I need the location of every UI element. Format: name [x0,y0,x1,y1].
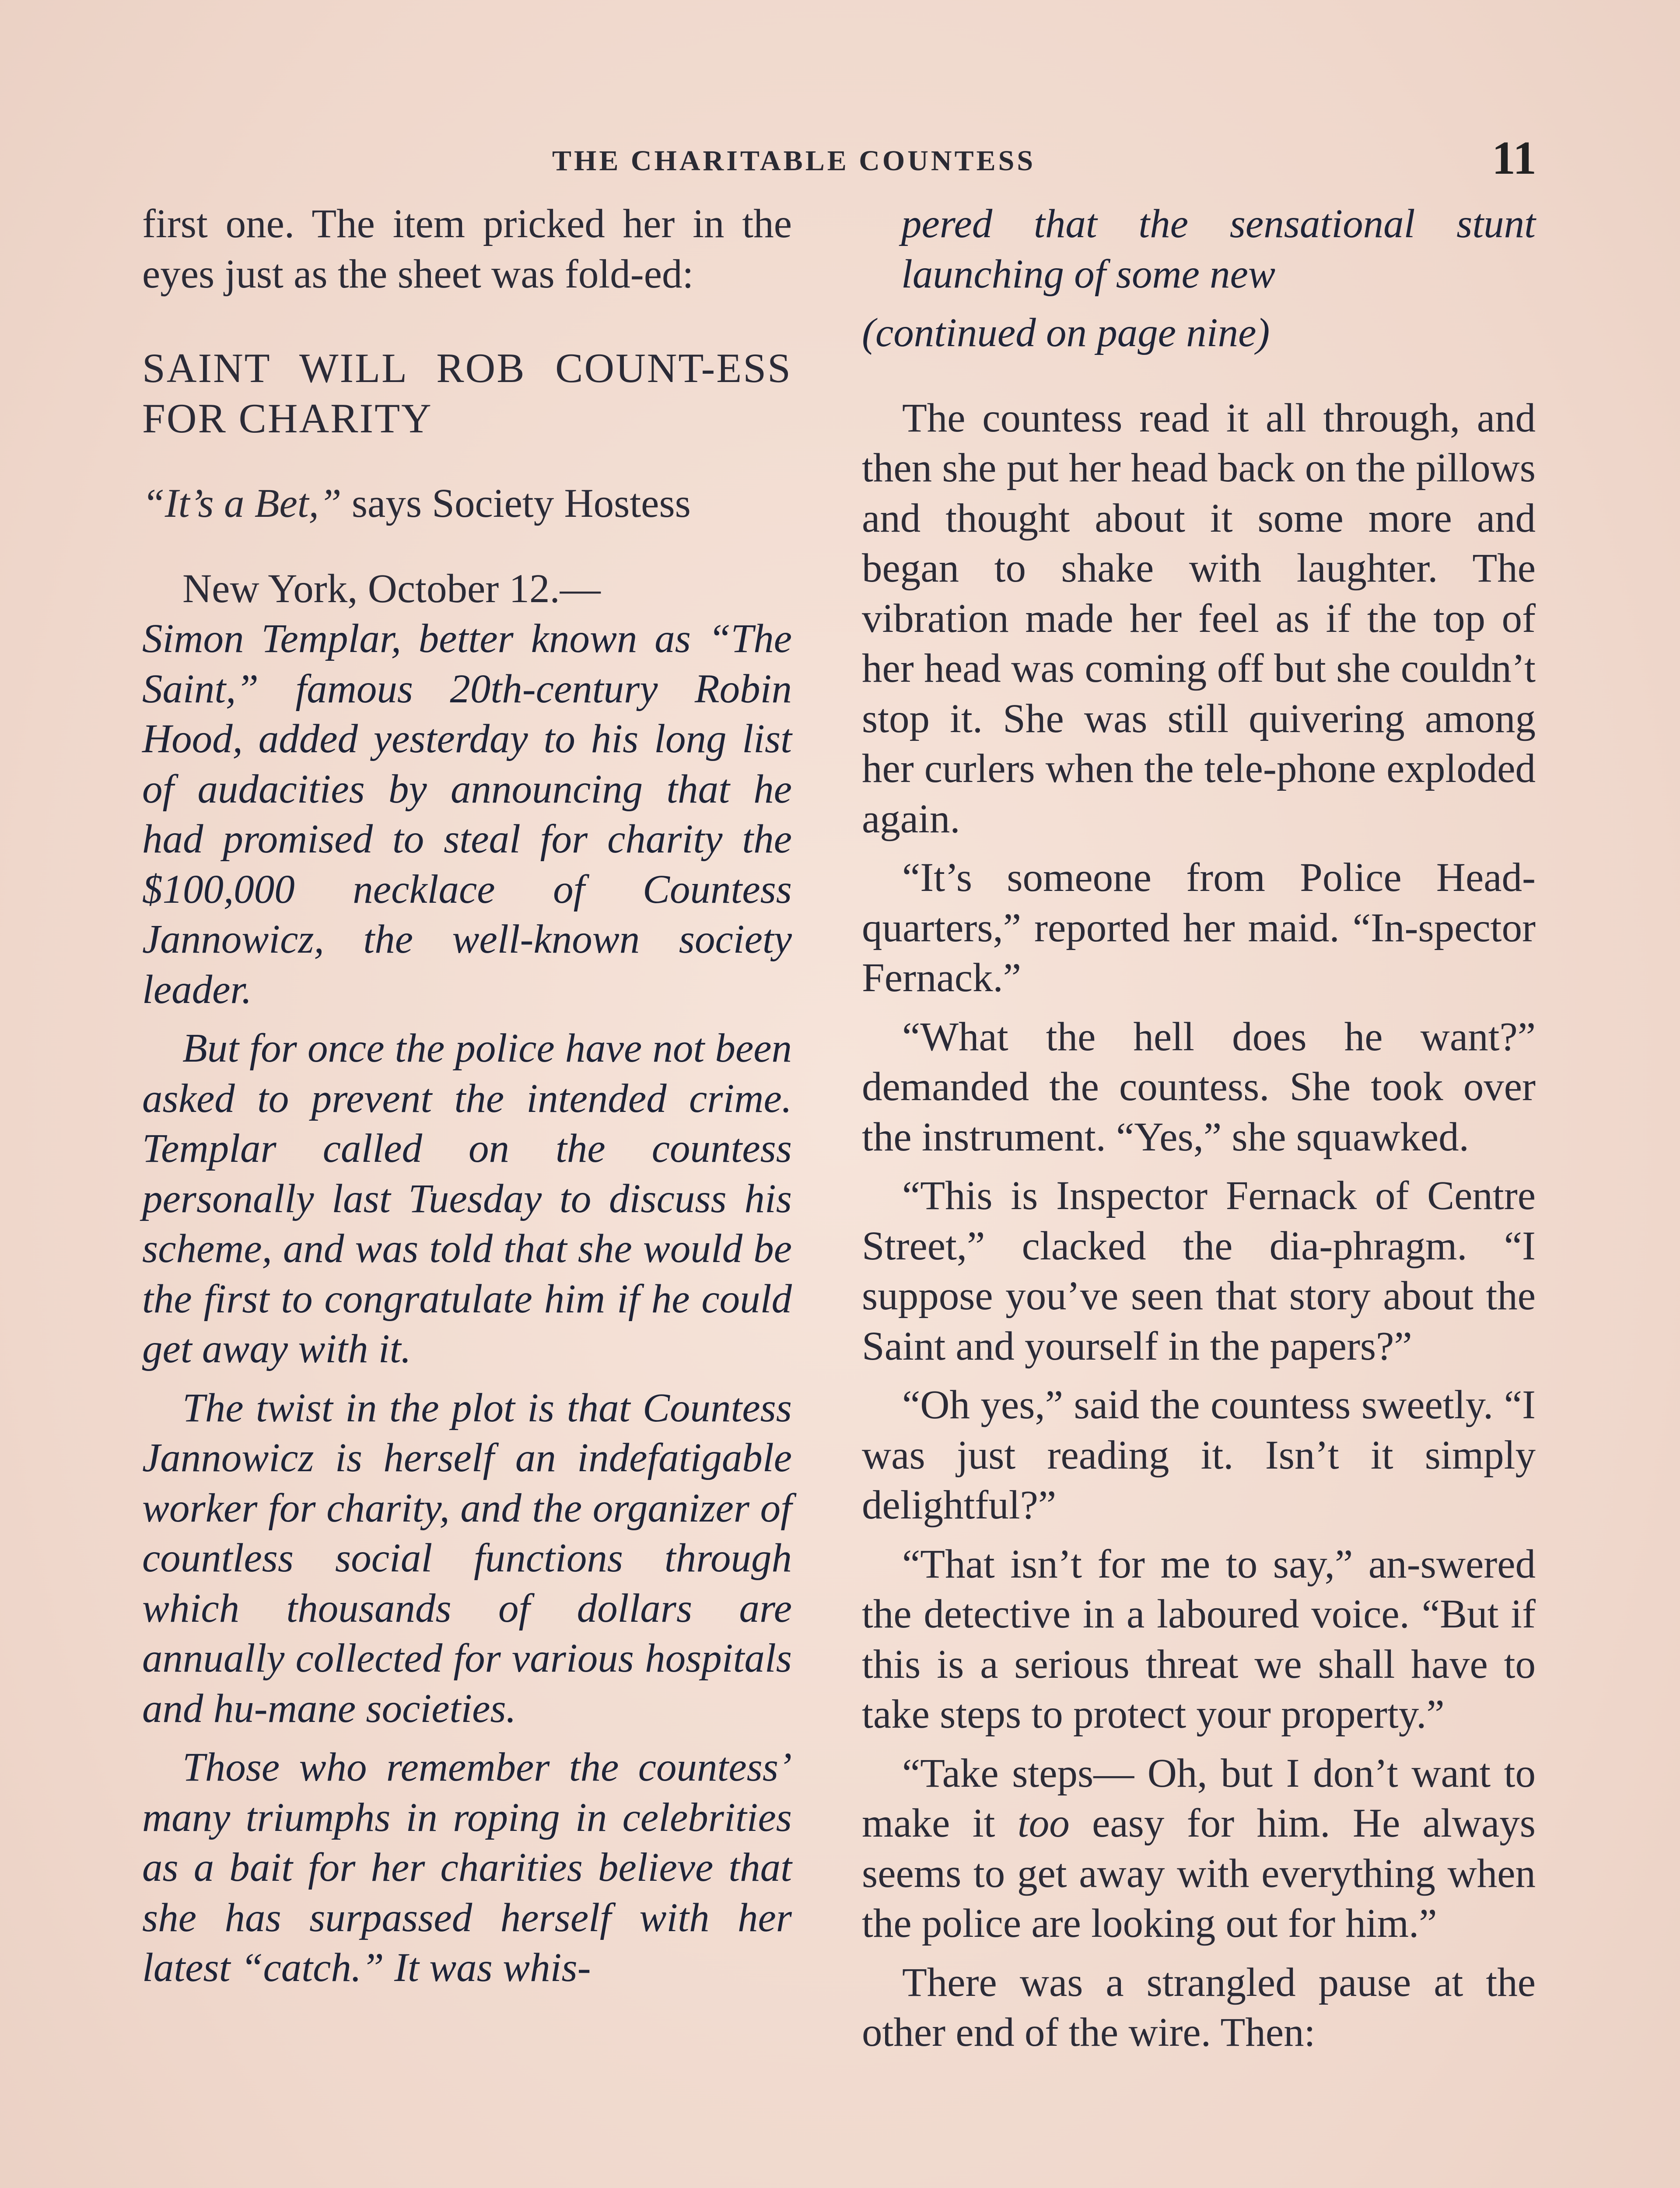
story-paragraph-5: “Oh yes,” said the countess sweetly. “I was just reading it. Isn’t it simply delightful?” [862,1382,1536,1528]
news-paragraph-2: But for once the police have not been asked to prevent the intended crime. Templar called on the countess personally last Tuesday to discuss his scheme, and was told that she would be the first to congratulate him if he could get away with it. [142,1026,792,1371]
news-subhead [142,479,792,529]
news-continuation: pered that the sensational stunt launching of some new [901,201,1536,297]
news-headline: SAINT WILL ROB COUNT-ESS FOR CHARITY [142,345,792,442]
story-paragraph-8: There was a strangled pause at the other end of the wire. Then: [862,1960,1536,2055]
news-paragraph-3: The twist in the plot is that Countess Jannowicz is herself an indefatigable worker for charity, and the organizer of countless social functions through which thousands of dollars are annually collected for various hospitals and hu-mane societies. [142,1385,792,1731]
continued-note: (continued on page nine) [862,310,1270,355]
story-paragraph-7 [862,1749,1536,1949]
running-title: THE CHARITABLE COUNTESS [552,145,1036,177]
story-paragraph-1: The countess read it all through, and then she put her head back on the pillows and thought about it some more and began to shake with laughter. The vibration made her feel as if the top of her head was coming off but she couldn’t stop it. She was still quivering among her curlers when the tele-phone exploded again. [862,395,1536,842]
news-dateline: New York, October 12.— [182,566,601,611]
right-column [862,199,1536,2067]
news-paragraph-4: Those who remember the countess’ many triumphs in roping in celebrities as a bait for her charities believe that she has surpassed herself with her latest “catch.” It was whis- [142,1745,792,1990]
subhead-quote: “It’s a Bet,” [142,481,342,526]
subhead-rest: says Society Hostess [341,481,691,526]
p7-italic: too [1017,1801,1070,1846]
news-paragraph-1: Simon Templar, better known as “The Saint,” famous 20th-century Robin Hood, added yesterday to his long list of audacities by announcing that he had promised to steal for charity the $100,000 necklace of Countess Jannowicz, the well-known society leader. [142,616,792,1012]
story-paragraph-2: “It’s someone from Police Head-quarters,” reported her maid. “In-spector Fernack.” [862,855,1536,1000]
story-paragraph-4: “This is Inspector Fernack of Centre Street,” clacked the dia-phragm. “I suppose you’ve seen that story about the Saint and yourself in the papers?” [862,1173,1536,1369]
page-number: 11 [1492,132,1537,184]
p7-before: “Take steps— Oh, but I don’t want to make it [862,1750,1536,1846]
p7-after: easy for him. He always seems to get away with everything when the police are looking out for him.” [862,1801,1536,1946]
left-column [142,199,792,2002]
story-paragraph-3: “What the hell does he want?” demanded the countess. She took over the instrument. “Yes,” she squawked. [862,1014,1536,1160]
intro-paragraph: first one. The item pricked her in the eyes just as the sheet was fold-ed: [142,201,792,297]
story-paragraph-6: “That isn’t for me to say,” an-swered the detective in a laboured voice. “But if this is a serious threat we shall have to take steps to protect your property.” [862,1541,1536,1737]
